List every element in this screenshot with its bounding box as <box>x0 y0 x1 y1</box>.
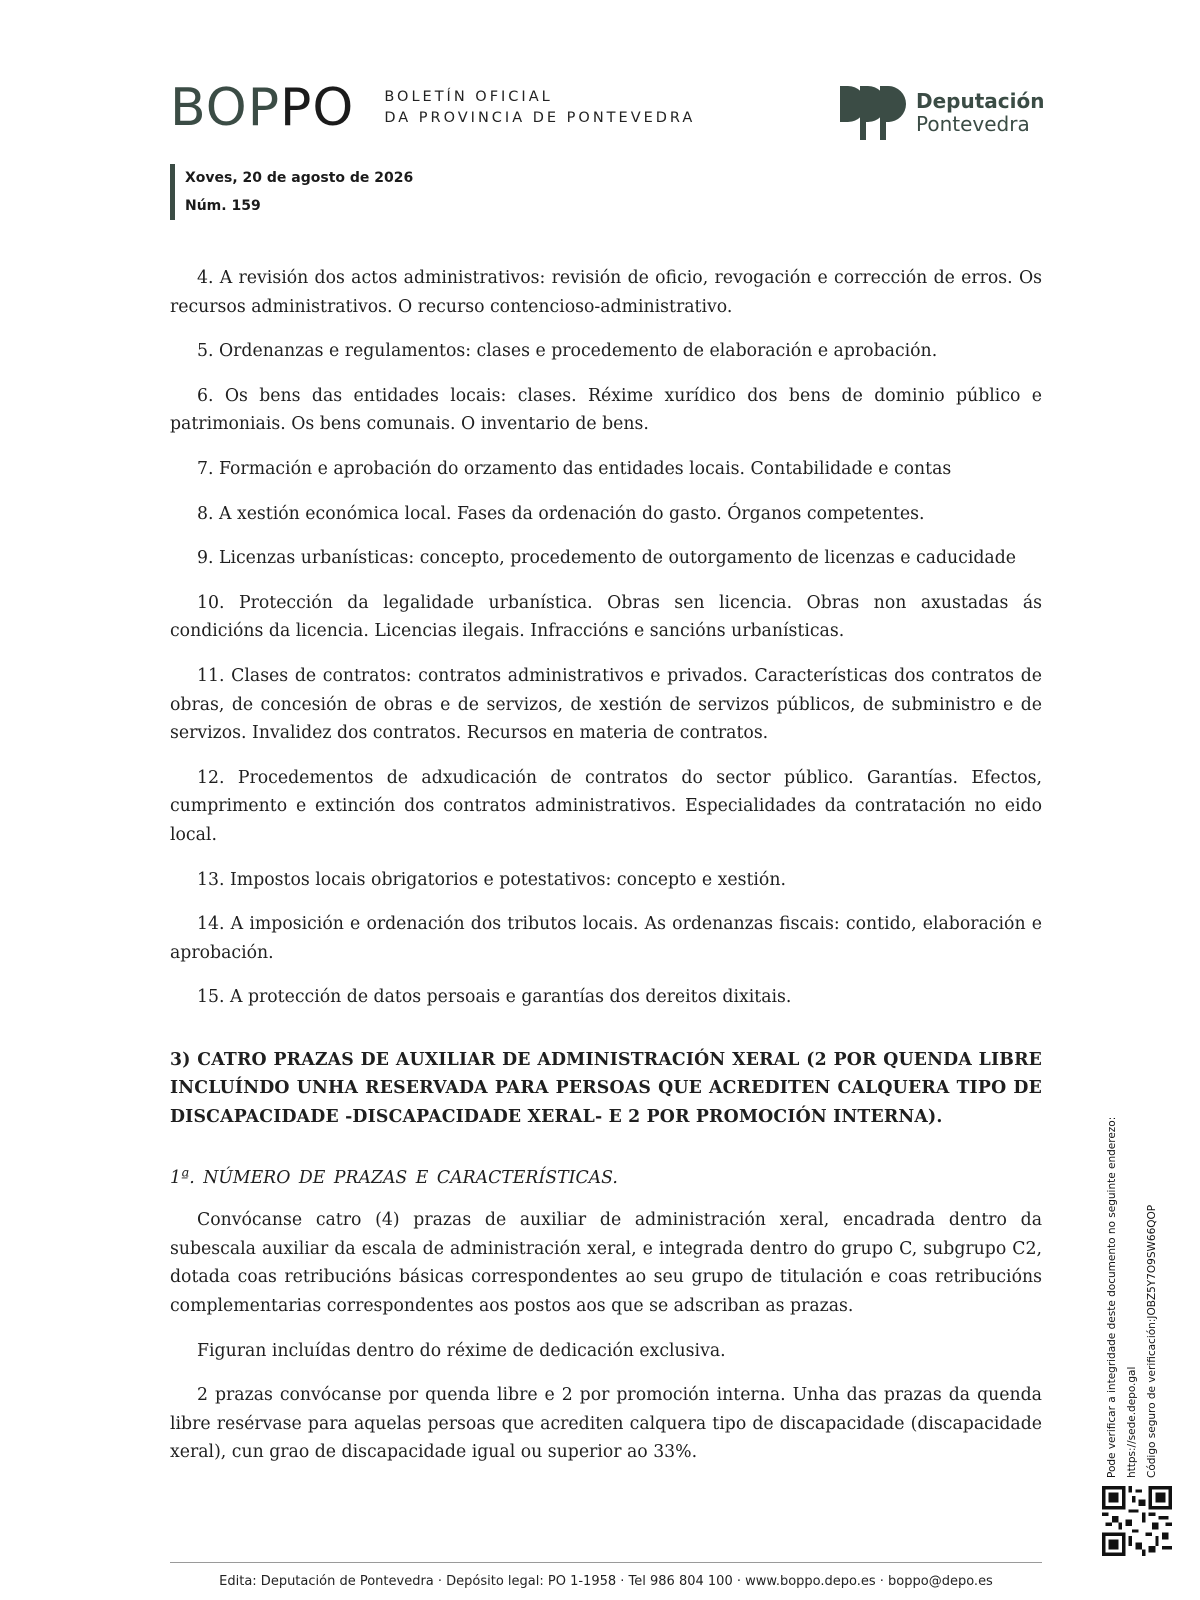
paragraph: 15. A protección de datos persoais e garantías dos dereitos dixitais. <box>197 987 792 1008</box>
footer: Edita: Deputación de Pontevedra · Depósito legal: PO 1-1958 · Tel 986 804 100 · www.boppo.depo.es · boppo@depo.es <box>219 1574 993 1589</box>
paragraph: 11. Clases de contratos: contratos administrativos e privados. Características dos contratos de obras, de concesión de obras e de servizos, de xestión de servizos públicos, de subministro e de servizos. Invalidez dos contratos. Recursos en materia de contratos. <box>170 665 1042 744</box>
paragraph: 7. Formación e aprobación do orzamento das entidades locais. Contabilidade e contas <box>197 458 952 479</box>
issue-info <box>170 164 413 220</box>
org-line1: Deputación <box>916 89 1045 113</box>
paragraph: 12. Procedementos de adxudicación de contratos do sector público. Garantías. Efectos, cumprimento e extinción dos contratos administrativos. Especialidades da contratación no eido local. <box>170 767 1042 845</box>
paragraph: 6. Os bens das entidades locais: clases. Réxime xurídico dos bens de dominio público e patrimoniais. Os bens comunais. O inventario de bens. <box>170 385 1042 435</box>
paragraph: 2 prazas convócanse por quenda libre e 2 por promoción interna. Unha das prazas da quenda libre resérvase para aquelas persoas que acrediten calquera tipo de discapacidade (discapacidade xeral), cun grao de discapacidade igual ou superior ao 33%. <box>170 1385 1042 1463</box>
subheading: 1ª. NÚMERO DE PRAZAS E CARACTERÍSTICAS. <box>170 1167 618 1188</box>
subtitle-line1: BOLETÍN OFICIAL <box>384 89 553 105</box>
issue-date: Xoves, 20 de agosto de 2026 <box>185 170 414 186</box>
qr-code-icon <box>1102 1486 1172 1556</box>
deputacion-name <box>916 90 1044 136</box>
paragraph: 13. Impostos locais obrigatorios e potestativos: concepto e xestión. <box>197 869 786 890</box>
paragraph: 4. A revisión dos actos administrativos: revisión de oficio, revogación e corrección de erros. Os recursos administrativos. O recurso contencioso-administrativo. <box>170 268 1042 317</box>
subtitle-line2: DA PROVINCIA DE PONTEVEDRA <box>384 110 696 126</box>
paragraph: 10. Protección da legalidade urbanística. Obras sen licencia. Obras non axustadas ás condicións da licencia. Licencias ilegais. Infraccións e sancións urbanísticas. <box>170 592 1042 642</box>
verification-url[interactable]: https://sede.depo.gal <box>1126 1366 1138 1478</box>
bulletin-subtitle <box>384 87 695 129</box>
section-heading: 3) CATRO PRAZAS DE AUXILIAR DE ADMINISTRACIÓN XERAL (2 POR QUENDA LIBRE INCLUÍNDO UNHA RESERVADA PARA PERSOAS QUE ACREDITEN CALQUERA TIPO DE DISCAPACIDADE -DISCAPACIDADE XERAL- E 2 POR PROMOCIÓN INTERNA). <box>170 1049 1042 1128</box>
paragraph: Figuran incluídas dentro do réxime de dedicación exclusiva. <box>197 1340 726 1361</box>
logo-part2: PO <box>280 78 355 138</box>
logo-part1: BOP <box>170 78 281 138</box>
footer-divider <box>170 1562 1042 1563</box>
boppo-logo <box>170 78 355 138</box>
boppo-header <box>170 78 696 138</box>
paragraph: 9. Licenzas urbanísticas: concepto, procedemento de outorgamento de licenzas e caducidade <box>197 548 1017 569</box>
deputacion-mark-icon <box>838 82 908 144</box>
verification-line1: Pode verificar a integridade deste documento no seguinte enderezo: <box>1106 1116 1118 1478</box>
verification-code: Código seguro de verificación:JOBZ5Y7O9SW66QOP <box>1146 1204 1158 1478</box>
paragraph: 14. A imposición e ordenación dos tributos locais. As ordenanzas fiscais: contido, elaboración e aprobación. <box>170 914 1042 963</box>
verification-text <box>1102 1116 1162 1478</box>
paragraph: 8. A xestión económica local. Fases da ordenación do gasto. Órganos competentes. <box>197 503 925 524</box>
org-line2: Pontevedra <box>916 112 1030 136</box>
paragraph: 5. Ordenanzas e regulamentos: clases e procedemento de elaboración e aprobación. <box>197 341 938 362</box>
document-body <box>170 264 1042 1483</box>
deputacion-logo <box>838 80 1048 146</box>
issue-number: Núm. 159 <box>185 198 261 214</box>
paragraph: Convócanse catro (4) prazas de auxiliar de administración xeral, encadrada dentro da subescala auxiliar da escala de administración xeral, e integrada dentro do grupo C, subgrupo C2, dotada coas retribucións básicas correspondentes ao seu grupo de titulación e coas retribucións complementarias correspondentes aos postos aos que se adscriban as prazas. <box>170 1210 1042 1317</box>
